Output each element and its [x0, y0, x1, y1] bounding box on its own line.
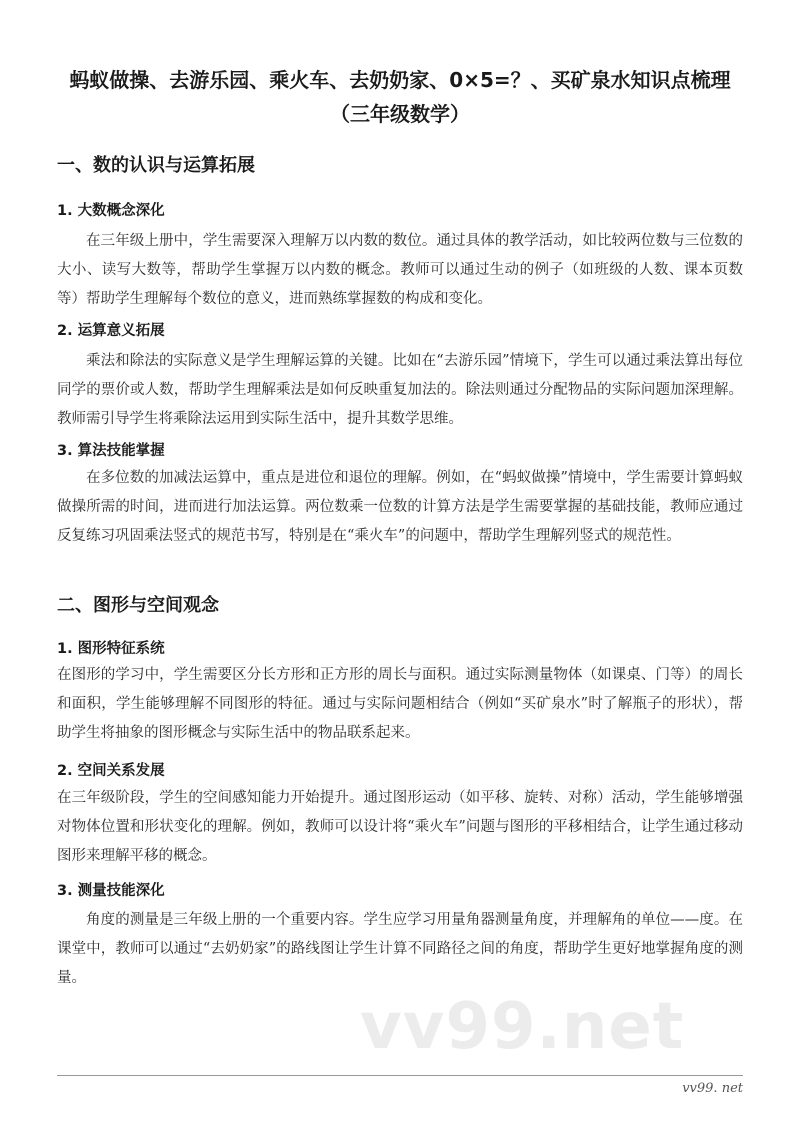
- paragraph-1-1: 在三年级上册中，学生需要深入理解万以内数的数位。通过具体的教学活动，如比较两位数与三位数的大小、读写大数等，帮助学生掌握万以内数的概念。教师可以通过生动的例子（如班级的人数、课本页数等）帮助学生理解每个数位的意义，进而熟练掌握数的构成和变化。: [57, 233, 743, 307]
- paragraph-2-3: 角度的测量是三年级上册的一个重要内容。学生应学习用量角器测量角度，并理解角的单位——度。在课堂中，教师可以通过“去奶奶家”的路线图让学生计算不同路径之间的角度，帮助学生更好地掌握角度的测量。: [57, 912, 743, 986]
- paragraph-2-2: 在三年级阶段，学生的空间感知能力开始提升。通过图形运动（如平移、旋转、对称）活动，学生能够增强对物体位置和形状变化的理解。例如，教师可以设计将“乘火车”问题与图形的平移相结合，让学生通过移动图形来理解平移的概念。: [57, 790, 743, 864]
- paragraph-1-2: 乘法和除法的实际意义是学生理解运算的关键。比如在“去游乐园”情境下，学生可以通过乘法算出每位同学的票价或人数，帮助学生理解乘法是如何反映重复加法的。除法则通过分配物品的实际问题加深理解。教师需引导学生将乘除法运用到实际生活中，提升其数学思维。: [57, 353, 743, 427]
- footer-rule: [57, 1075, 743, 1076]
- subsection-heading-1-1: 1. 大数概念深化: [57, 203, 165, 219]
- subsection-heading-2-3: 3. 测量技能深化: [57, 883, 165, 899]
- paragraph-1-3: 在多位数的加减法运算中，重点是进位和退位的理解。例如，在“蚂蚁做操”情境中，学生需要计算蚂蚁做操所需的时间，进而进行加法运算。两位数乘一位数的计算方法是学生需要掌握的基础技能，教师应通过反复练习巩固乘法竖式的规范书写，特别是在“乘火车”的问题中，帮助学生理解列竖式的规范性。: [57, 470, 743, 544]
- section-heading-2: 二、图形与空间观念: [57, 595, 219, 616]
- subsection-heading-1-2: 2. 运算意义拓展: [57, 323, 165, 339]
- footer-site-text: vv99. net: [682, 1081, 743, 1096]
- subsection-heading-2-1: 1. 图形特征系统: [57, 641, 165, 657]
- page-title-line1: 蚂蚁做操、去游乐园、乘火车、去奶奶家、0×5=？、买矿泉水知识点梳理: [69, 68, 731, 92]
- subsection-heading-2-2: 2. 空间关系发展: [57, 763, 165, 779]
- section-heading-1: 一、数的认识与运算拓展: [57, 155, 255, 176]
- watermark: vv99.net: [360, 990, 685, 1064]
- paragraph-2-1: 在图形的学习中，学生需要区分长方形和正方形的周长与面积。通过实际测量物体（如课桌、门等）的周长和面积，学生能够理解不同图形的特征。通过与实际问题相结合（例如“买矿泉水”时了解瓶子的形状），帮助学生将抽象的图形概念与实际生活中的物品联系起来。: [57, 667, 743, 741]
- page-title-line2: （三年级数学）: [330, 102, 470, 126]
- subsection-heading-1-3: 3. 算法技能掌握: [57, 443, 165, 459]
